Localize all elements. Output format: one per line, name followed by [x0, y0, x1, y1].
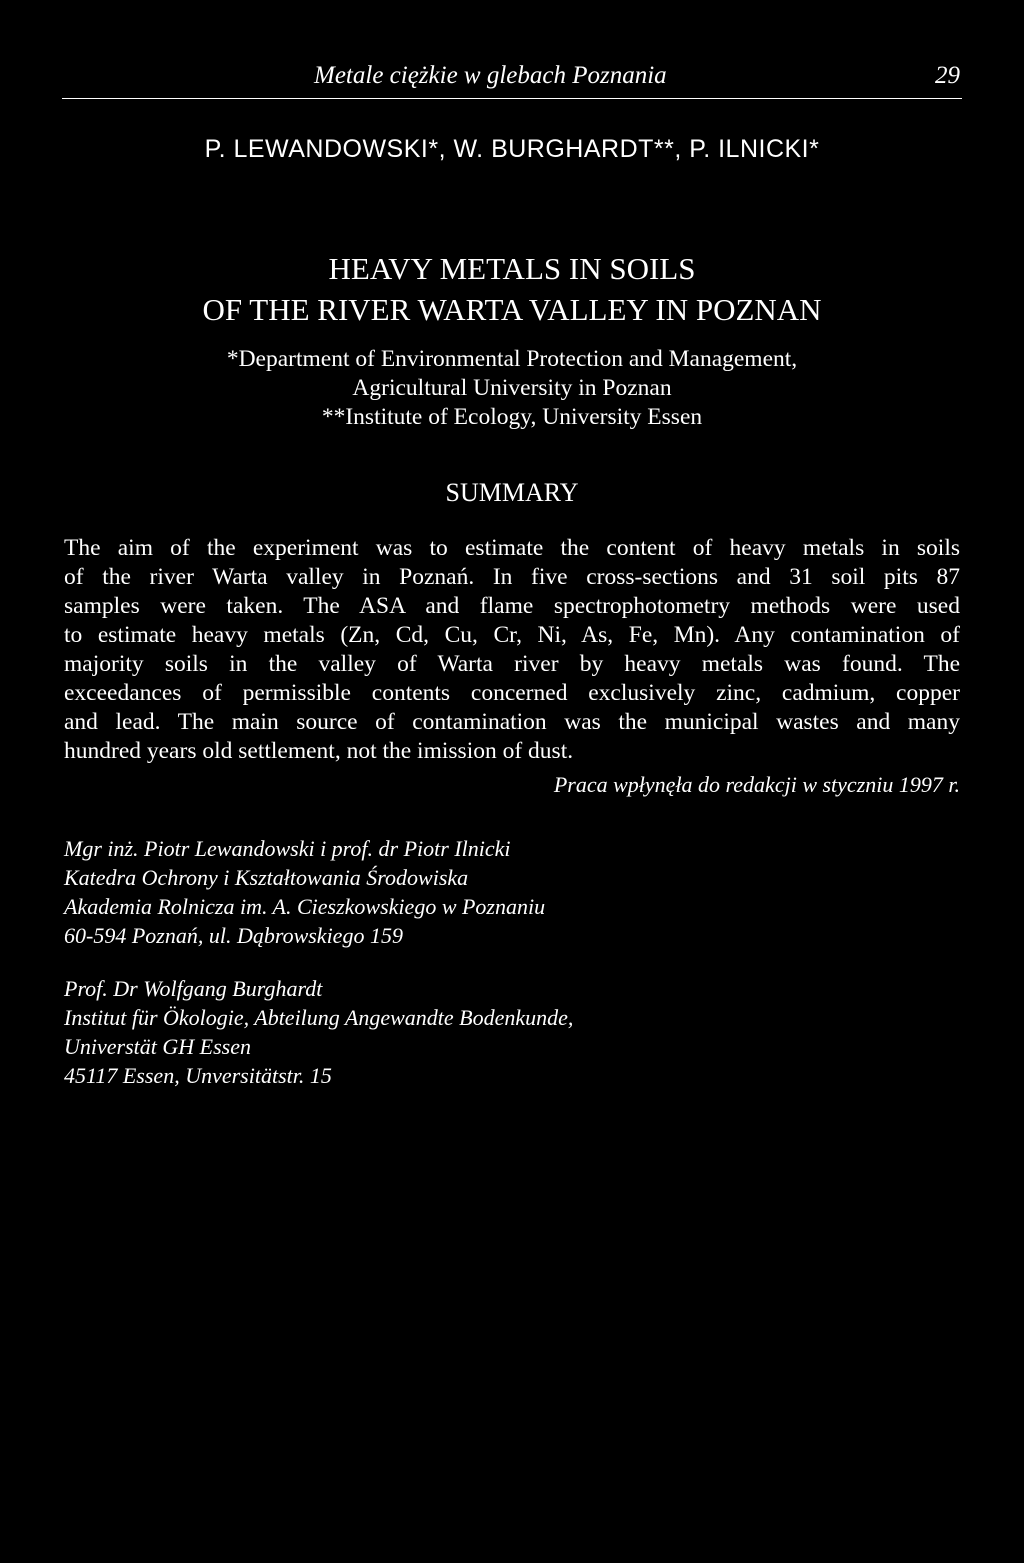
- address-line: Prof. Dr Wolfgang Burghardt: [64, 976, 323, 1001]
- summary-paragraph: [64, 534, 960, 766]
- summary-line: hundred years old settlement, not the imission of dust.: [64, 738, 574, 764]
- author-address-polish: [64, 834, 545, 950]
- paper-title: [0, 248, 1024, 330]
- summary-line: and lead. The main source of contamination was the municipal wastes and many: [64, 709, 960, 735]
- authors: P. LEWANDOWSKI*, W. BURGHARDT**, P. ILNICKI*: [204, 135, 820, 163]
- summary-line: The aim of the experiment was to estimate the content of heavy metals in soils: [64, 535, 960, 561]
- title-line: OF THE RIVER WARTA VALLEY IN POZNAN: [202, 292, 822, 327]
- received-note: Praca wpłynęła do redakcji w styczniu 1997 r.: [553, 772, 960, 797]
- affiliations: [0, 345, 1024, 432]
- running-head: [62, 62, 962, 99]
- summary-line: exceedances of permissible contents concerned exclusively zinc, cadmium, copper: [64, 680, 960, 706]
- running-title: Metale ciężkie w glebach Poznania: [314, 62, 667, 89]
- address-line: 60-594 Poznań, ul. Dąbrowskiego 159: [64, 923, 403, 948]
- address-line: Institut für Ökologie, Abteilung Angewandte Bodenkunde,: [64, 1005, 574, 1030]
- summary-line: of the river Warta valley in Poznań. In five cross-sections and 31 soil pits 87: [64, 564, 960, 590]
- address-line: Universtät GH Essen: [64, 1034, 251, 1059]
- summary-heading: SUMMARY: [445, 478, 579, 507]
- summary-line: to estimate heavy metals (Zn, Cd, Cu, Cr, Ni, As, Fe, Mn). Any contamination of: [64, 622, 960, 648]
- summary-line: samples were taken. The ASA and flame spectrophotometry methods were used: [64, 593, 960, 619]
- author-address-german: [64, 974, 573, 1090]
- address-line: Akademia Rolnicza im. A. Cieszkowskiego w Poznaniu: [64, 894, 546, 919]
- address-line: 45117 Essen, Unversitätstr. 15: [64, 1063, 332, 1088]
- title-line: HEAVY METALS IN SOILS: [328, 251, 696, 286]
- address-line: Mgr inż. Piotr Lewandowski i prof. dr Piotr Ilnicki: [64, 836, 511, 861]
- page-number: 29: [935, 62, 960, 89]
- summary-line: majority soils in the valley of Warta river by heavy metals was found. The: [64, 651, 960, 677]
- affiliation-line: **Institute of Ecology, University Essen: [321, 404, 703, 430]
- affiliation-line: *Department of Environmental Protection and Management,: [226, 346, 798, 372]
- address-line: Katedra Ochrony i Kształtowania Środowiska: [64, 865, 469, 890]
- affiliation-line: Agricultural University in Poznan: [352, 375, 672, 401]
